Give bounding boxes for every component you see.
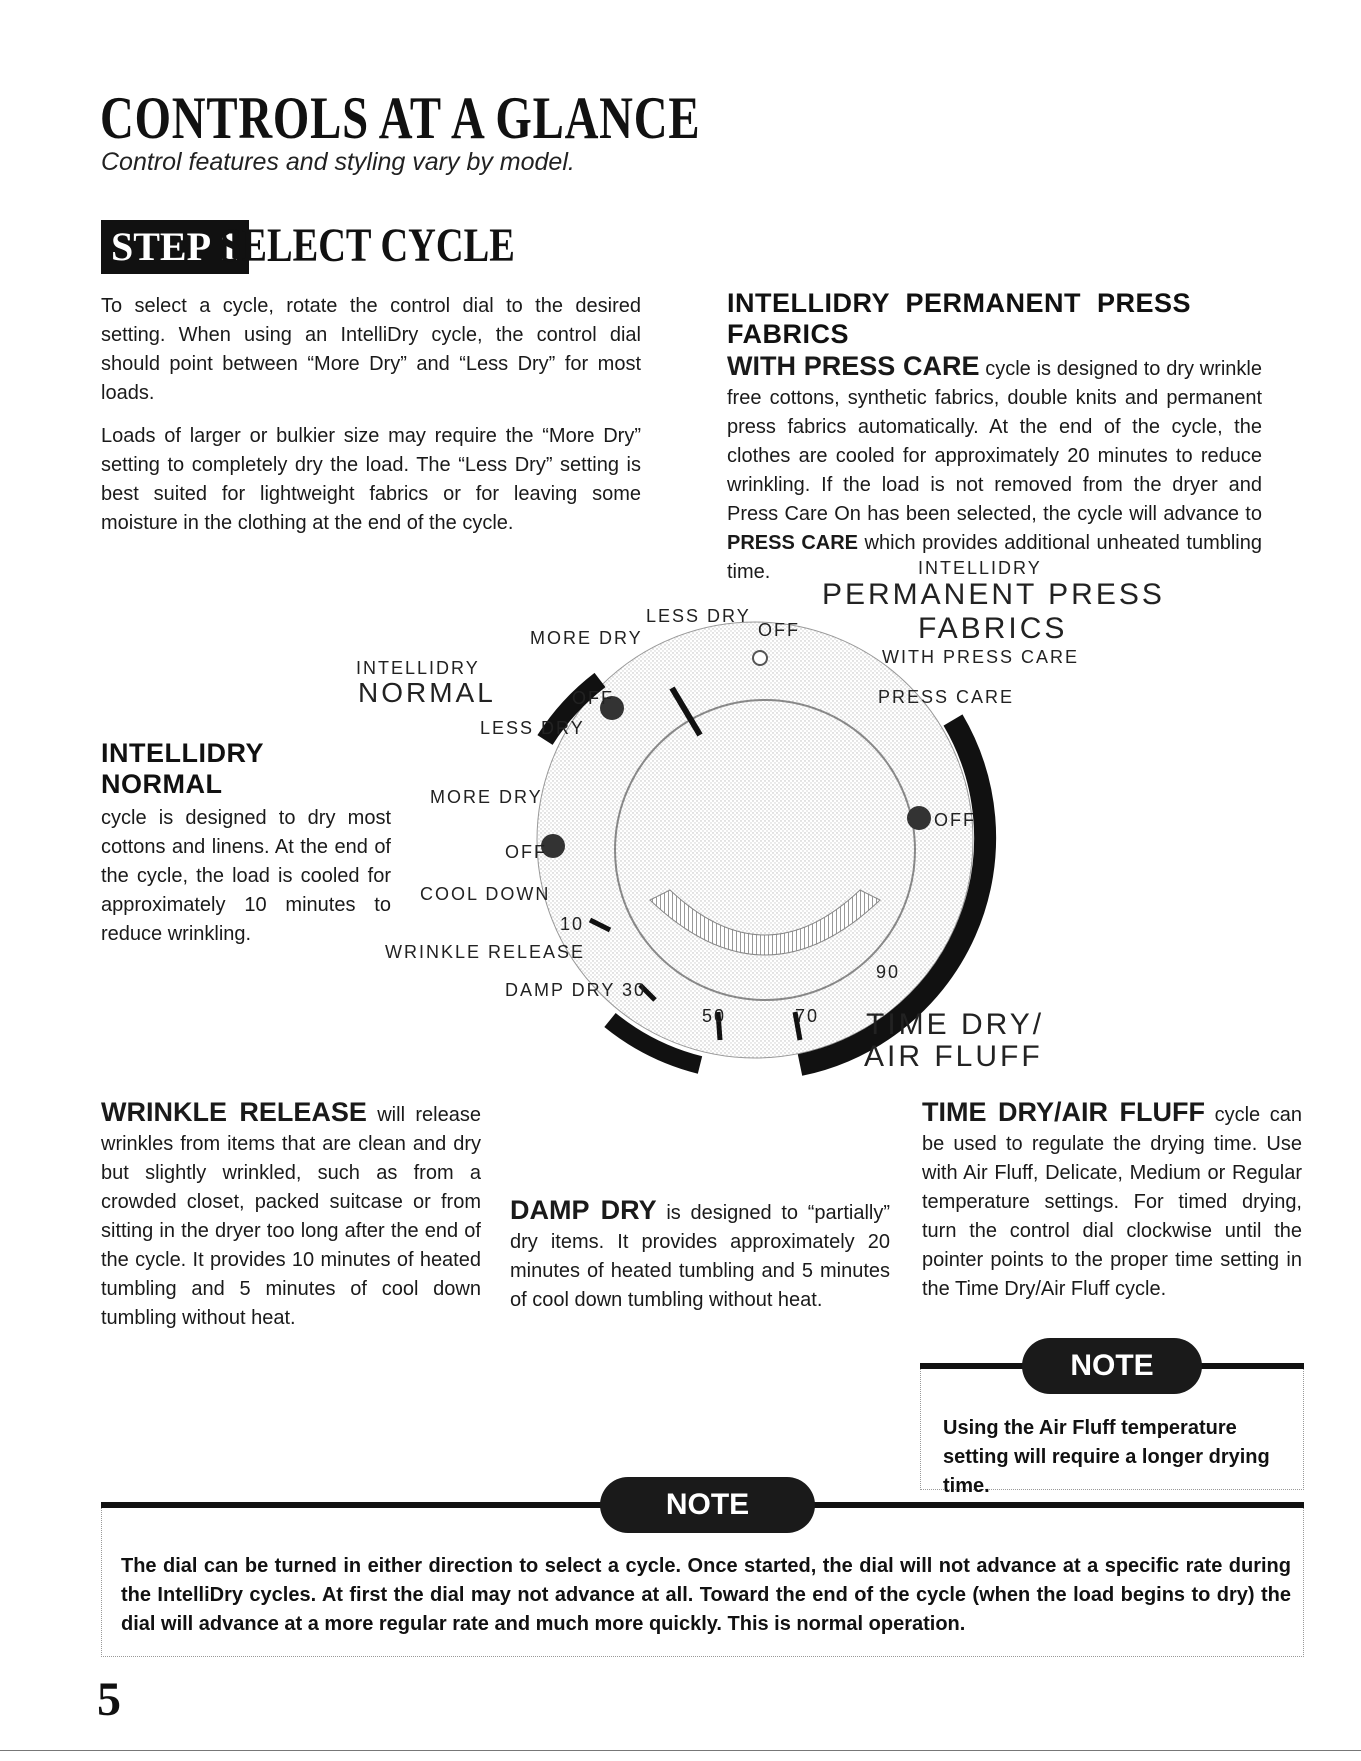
- step-badge: STEP 1: [101, 220, 249, 274]
- normal-heading: INTELLIDRY NORMAL: [101, 738, 264, 799]
- wrinkle-release-section: [101, 1098, 481, 1333]
- dial-seventy: 70: [795, 1006, 820, 1026]
- dial-off-marker-top: [753, 651, 767, 665]
- dial-ninety: 90: [876, 962, 901, 982]
- note-1-label: NOTE: [1022, 1338, 1202, 1394]
- dial-off-top: OFF: [758, 620, 800, 640]
- page-subtitle: Control features and styling vary by model.: [101, 148, 575, 176]
- normal-text: cycle is designed to dry most cottons and linens. At the end of the cycle, the load is cooled for approximately 10 minutes to reduce wrinkling.: [101, 807, 391, 945]
- dial-wrinkle-release: WRINKLE RELEASE: [385, 942, 586, 962]
- permanent-press-subheading: WITH PRESS CARE: [727, 351, 980, 381]
- dial-fifty: 50: [702, 1006, 727, 1026]
- dial-pp-intellidry: INTELLIDRY: [918, 558, 1042, 578]
- intro-paragraph-1: To select a cycle, rotate the control dial to the desired setting. When using an IntelliDry cycle, the control dial should point between “More Dry” and “Less Dry” for most loads.: [101, 295, 641, 404]
- dial-damp-dry: DAMP DRY: [505, 980, 616, 1000]
- bottom-rule: [0, 1750, 1361, 1751]
- note-1-text: Using the Air Fluff temperature setting will require a longer drying time.: [943, 1417, 1270, 1497]
- dial-more-dry-top: MORE DRY: [530, 628, 643, 648]
- dial-time-dry: TIME DRY/: [866, 1008, 1045, 1041]
- dial-less-dry-normal: LESS DRY: [480, 718, 585, 738]
- step-title: SELECT CYCLE: [220, 219, 515, 272]
- dial-pp-with-press-care: WITH PRESS CARE: [882, 647, 1080, 667]
- dial-off-marker-right: [907, 806, 931, 830]
- dial-more-dry-normal: MORE DRY: [430, 787, 543, 807]
- wrinkle-release-heading: WRINKLE RELEASE: [101, 1097, 367, 1127]
- permanent-press-heading: INTELLIDRY PERMANENT PRESS FABRICS: [727, 288, 1192, 349]
- page-title: CONTROLS AT A GLANCE: [100, 85, 701, 151]
- intro-paragraph-2: Loads of larger or bulkier size may require the “More Dry” setting to completely dry the load. The “Less Dry” setting is best suited for lightweight fabrics or for leaving some moisture in the clothing at the end of the cycle.: [101, 425, 641, 534]
- dial-air-fluff: AIR FLUFF: [864, 1040, 1043, 1073]
- dial-normal-intellidry: INTELLIDRY: [356, 658, 480, 678]
- dial-off-cool: OFF: [505, 842, 547, 862]
- permanent-press-body-1: cycle is designed to dry wrinkle free cottons, synthetic fabrics, double knits and permanent press fabrics automatically. At the end of the cycle, the clothes are cooled for approximately 20 minutes to reduce wrinkling. If the load is not removed from the dryer and Press Care On has been selected, the cycle will advance to: [727, 358, 1262, 525]
- dial-thirty: 30: [622, 980, 647, 1000]
- press-care-term: PRESS CARE: [727, 532, 858, 554]
- dial-press-care: PRESS CARE: [878, 687, 1015, 707]
- dial-normal-label: NORMAL: [358, 677, 496, 708]
- dial-pp-permanent: PERMANENT PRESS: [822, 578, 1165, 611]
- dial-cool-down: COOL DOWN: [420, 884, 551, 904]
- note-2-text: The dial can be turned in either direction to select a cycle. Once started, the dial will not advance at a specific rate during the IntelliDry cycles. At first the dial may not advance at all. Toward the end of the cycle (when the load begins to dry) the dial will advance at a more regular rate and much more quickly. This is normal operation.: [121, 1555, 1291, 1635]
- wrinkle-release-text: will release wrinkles from items that are clean and dry but slightly wrinkled, such as from a crowded closet, packed suitcase or from sitting in the dryer too long after the end of the cycle. It provides 10 minutes of heated tumbling and 5 minutes of cool down tumbling without heat.: [101, 1104, 481, 1329]
- permanent-press-body-2: which provides additional unheated tumbling time.: [727, 532, 1262, 583]
- dial-pp-fabrics: FABRICS: [918, 612, 1068, 645]
- dial-less-dry-top: LESS DRY: [646, 606, 751, 626]
- damp-dry-heading: DAMP DRY: [510, 1195, 657, 1225]
- time-dry-heading: TIME DRY/AIR FLUFF: [922, 1097, 1206, 1127]
- damp-dry-section: [510, 1196, 890, 1315]
- dial-off-right: OFF: [934, 810, 976, 830]
- damp-dry-text: is designed to “partially” dry items. It provides approximately 20 minutes of heated tumbling and 5 minutes of cool down tumbling without heat.: [510, 1202, 890, 1311]
- note-2-label: NOTE: [600, 1477, 815, 1533]
- dial-ten: 10: [560, 914, 585, 934]
- time-dry-text: cycle can be used to regulate the drying time. Use with Air Fluff, Delicate, Medium or Regular temperature settings. For timed drying, turn the control dial clockwise until the pointer points to the proper time setting in the Time Dry/Air Fluff cycle.: [922, 1104, 1302, 1300]
- time-dry-section: [922, 1098, 1302, 1304]
- page-number: 5: [97, 1673, 121, 1726]
- dial-off-normal: OFF: [572, 688, 614, 708]
